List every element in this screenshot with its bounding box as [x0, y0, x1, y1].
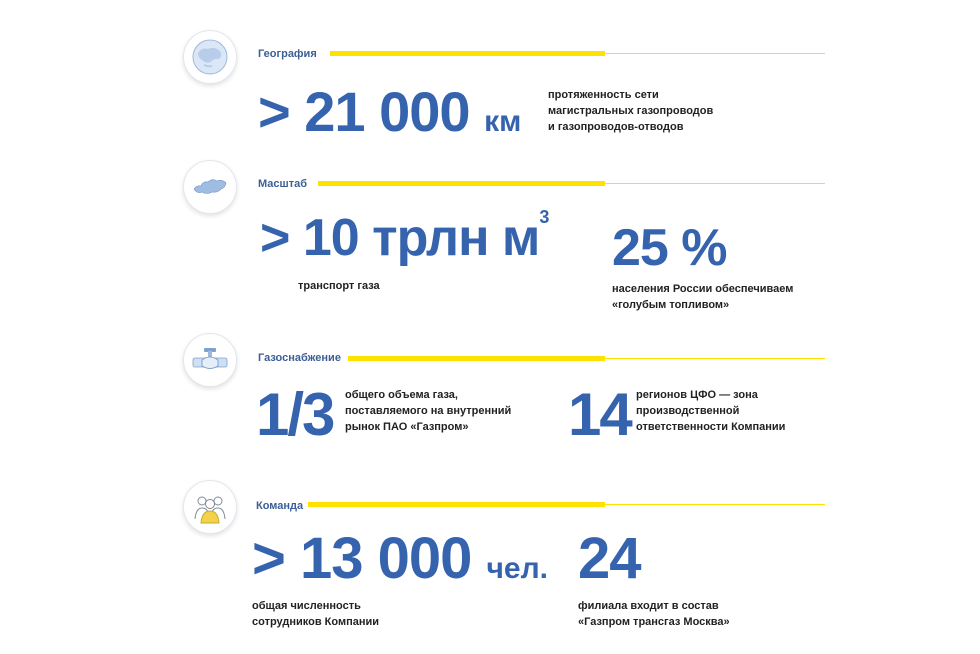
- stat-value-pipeline-length: > 21 000 км: [258, 80, 522, 143]
- section-title-geography: География: [258, 48, 317, 60]
- stat-unit: чел.: [486, 552, 549, 585]
- stat-value-gas-volume-share: 1/3: [256, 381, 334, 448]
- section-divider-line: [605, 183, 825, 184]
- stat-value-branches: 24: [578, 526, 641, 591]
- stat-caption-population-share: населения России обеспечиваем «голубым топливом»: [612, 283, 794, 311]
- section-divider: [348, 356, 605, 361]
- stat-unit: км: [484, 105, 522, 138]
- superscript-three: 3: [539, 207, 549, 227]
- stat-caption-pipeline-length: протяженность сети магистральных газопроводов и газопроводов-отводов: [548, 89, 714, 133]
- stat-caption-employees: общая численность сотрудников Компании: [252, 600, 380, 628]
- stat-value-regions: 14: [568, 381, 631, 448]
- stat-value-employees: > 13 000 чел.: [252, 526, 549, 591]
- team-people-icon: [183, 480, 237, 534]
- stat-caption-gas-volume-share: общего объема газа, поставляемого на внутренний рынок ПАО «Газпром»: [345, 389, 512, 433]
- pipeline-valve-icon: [183, 333, 237, 387]
- section-title-team: Команда: [256, 500, 304, 512]
- section-divider: [330, 51, 605, 56]
- section-divider-line: [605, 358, 825, 359]
- stat-value-population-share: 25 %: [612, 219, 727, 277]
- stat-caption-gas-transport: транспорт газа: [298, 280, 380, 292]
- globe-icon: [183, 30, 237, 84]
- russia-map-icon: [183, 160, 237, 214]
- stat-caption-branches: филиала входит в состав «Газпром трансгаз Москва»: [578, 600, 730, 628]
- stat-caption-regions: регионов ЦФО — зона производственной ответственности Компании: [636, 389, 786, 433]
- stat-value-gas-transport: > 10 трлн $м^3$: [260, 207, 549, 267]
- section-title-gas-supply: Газоснабжение: [258, 352, 341, 364]
- section-divider: [318, 181, 605, 186]
- section-title-scale: Масштаб: [258, 178, 308, 190]
- section-divider-line: [605, 53, 825, 54]
- section-divider: [308, 502, 605, 507]
- section-divider-line: [605, 504, 825, 505]
